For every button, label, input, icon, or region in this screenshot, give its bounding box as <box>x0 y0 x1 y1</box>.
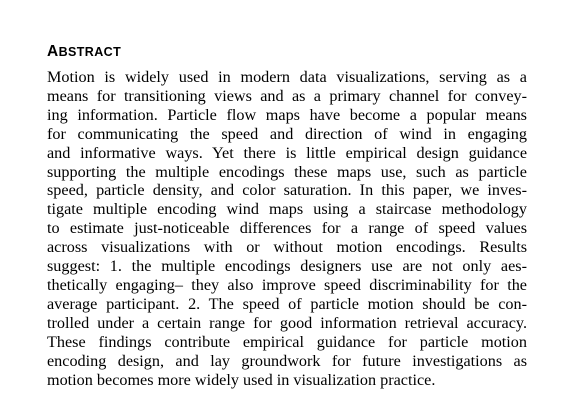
abstract-line: speed, particle density, and color saturation. In this paper, we inves- <box>47 181 527 200</box>
abstract-line: and informative ways. Yet there is little empirical design guidance <box>47 143 527 162</box>
abstract-line: encoding design, and lay groundwork for future investigations as <box>47 351 527 370</box>
abstract-line: across visualizations with or without motion encodings. Results <box>47 238 527 257</box>
abstract-line: trolled under a certain range for good information retrieval accuracy. <box>47 313 527 332</box>
abstract-heading-rest: BSTRACT <box>58 45 122 59</box>
abstract-line: for communicating the speed and direction of wind in engaging <box>47 124 527 143</box>
abstract-line: thetically engaging– they also improve speed discriminability for the <box>47 275 527 294</box>
abstract-line: Motion is widely used in modern data visualizations, serving as a <box>47 68 527 86</box>
abstract-line: means for transitioning views and as a primary channel for convey- <box>47 86 527 105</box>
abstract-line: tigate multiple encoding wind maps using a staircase methodology <box>47 200 527 219</box>
abstract-line: These findings contribute empirical guidance for particle motion <box>47 332 527 351</box>
abstract-line: suggest: 1. the multiple encodings designers use are not only aes- <box>47 257 527 276</box>
abstract-heading <box>47 42 121 62</box>
abstract-line: ing information. Particle flow maps have become a popular means <box>47 105 527 124</box>
abstract-line: motion becomes more widely used in visualization practice. <box>47 370 436 389</box>
abstract-line: average participant. 2. The speed of particle motion should be con- <box>47 294 527 313</box>
abstract-body <box>47 68 527 389</box>
abstract-line: to estimate just-noticeable differences for a range of speed values <box>47 219 527 238</box>
abstract-heading-initial: A <box>47 43 59 60</box>
abstract-line: supporting the multiple encodings these maps use, such as particle <box>47 162 527 181</box>
